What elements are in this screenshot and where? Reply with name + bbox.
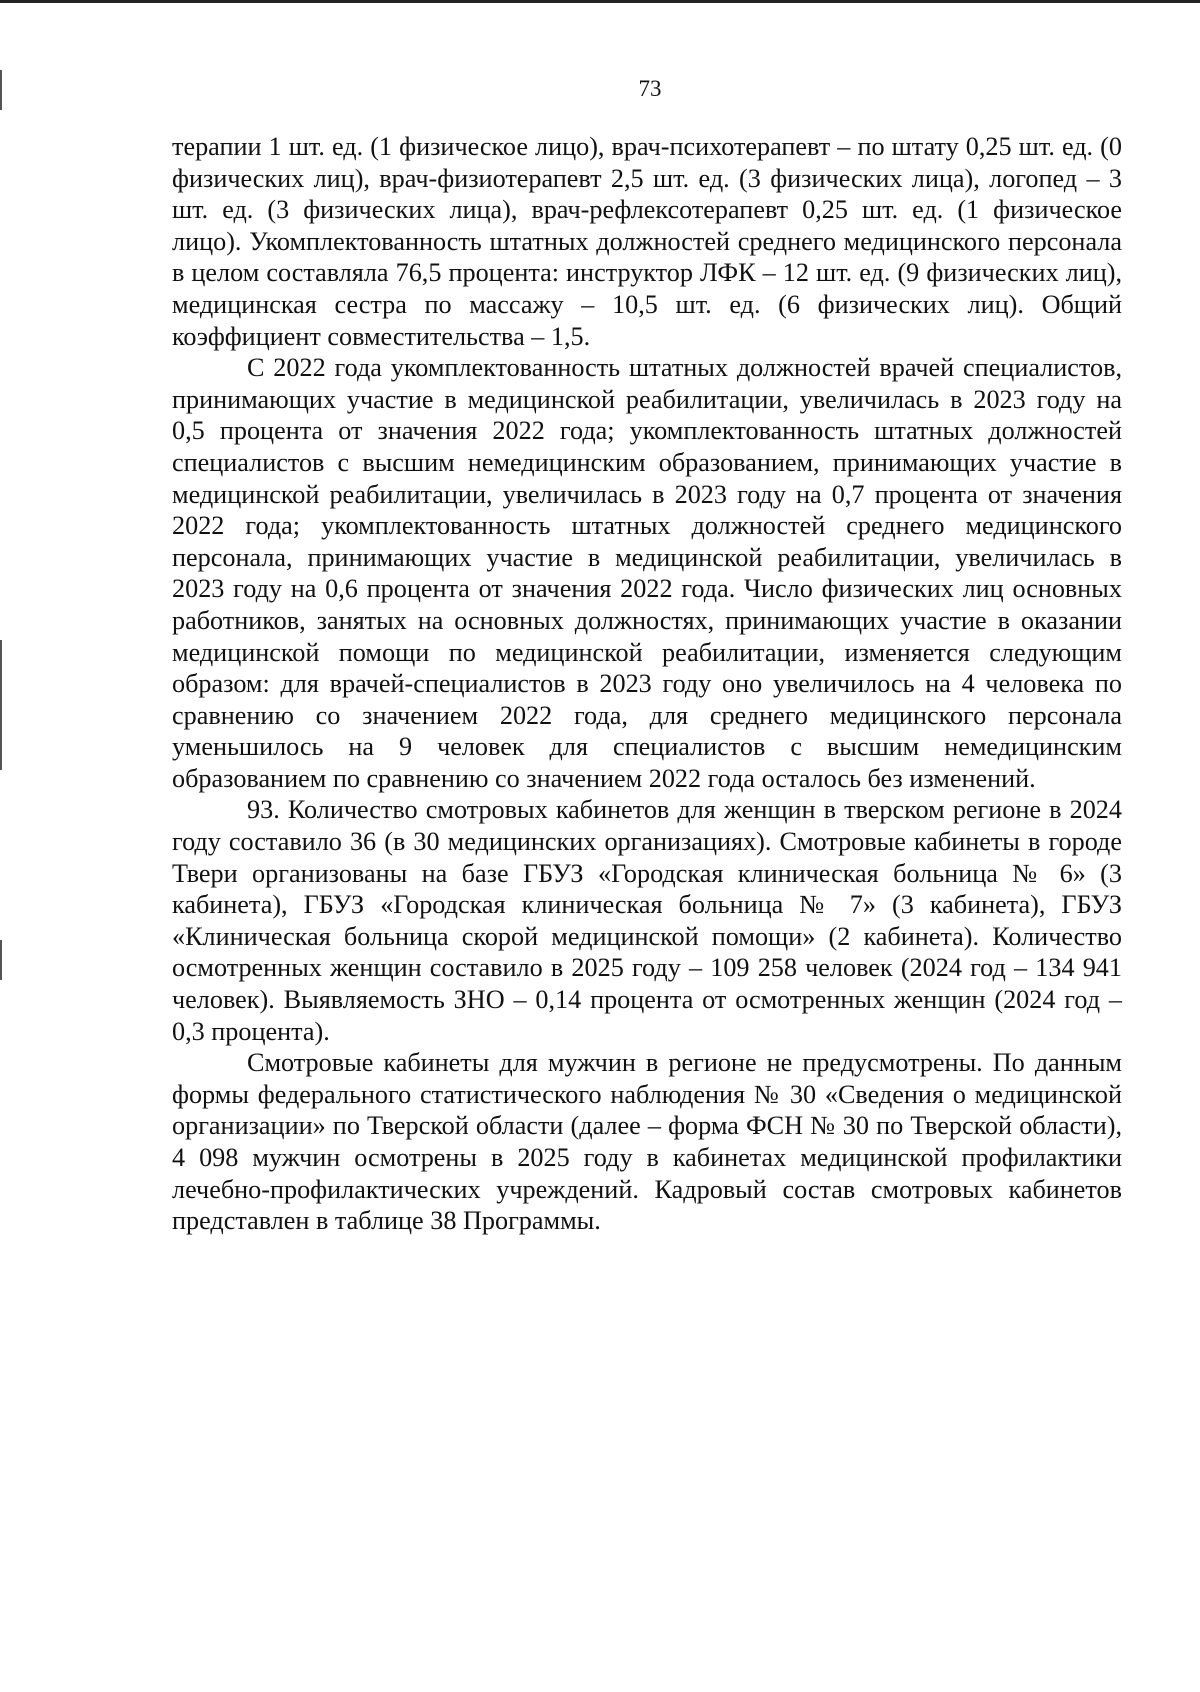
scan-edge-mark [0, 640, 2, 770]
paragraph: терапии 1 шт. ед. (1 физическое лицо), врач-психотерапевт – по штату 0,25 шт. ед. (0 физических лиц), врач-физиотерапевт 2,5 шт. ед. (3 физических лица), логопед – 3 шт. ед. (3 физических лица), врач-рефлексотерапевт 0,25 шт. ед. (1 физическое лицо). Укомплектованность штатных должностей среднего медицинского персонала в целом составляла 76,5 процента: инструктор ЛФК – 12 шт. ед. (9 физических лиц), медицинская сестра по массажу – 10,5 шт. ед. (6 физических лиц). Общий коэффициент совместительства – 1,5. [172, 132, 1122, 351]
page-number: 73 [638, 76, 662, 101]
scan-border [0, 0, 1200, 3]
scan-edge-mark [0, 940, 2, 980]
paragraph: 93. Количество смотровых кабинетов для женщин в тверском регионе в 2024 году составило 36 (в 30 медицинских организациях). Смотровые кабинеты в городе Твери организованы на базе ГБУЗ «Городская клиническая больница № 6» (3 кабинета), ГБУЗ «Городская клиническая больница № 7» (3 кабинета), ГБУЗ «Клиническая больница скорой медицинской помощи» (2 кабинета). Количество осмотренных женщин составило в 2025 году – 109 258 человек (2024 год – 134 941 человек). Выявляемость ЗНО – 0,14 процента от осмотренных женщин (2024 год – 0,3 процента). [172, 795, 1122, 1046]
document-body [172, 131, 1122, 1237]
paragraph: С 2022 года укомплектованность штатных должностей врачей специалистов, принимающих участие в медицинской реабилитации, увеличилась в 2023 году на 0,5 процента от значения 2022 года; укомплектованность штатных должностей специалистов с высшим немедицинским образованием, принимающих участие в медицинской реабилитации, увеличилась в 2023 году на 0,7 процента от значения 2022 года; укомплектованность штатных должностей среднего медицинского персонала, принимающих участие в медицинской реабилитации, увеличилась в 2023 году на 0,6 процента от значения 2022 года. Число физических лиц основных работников, занятых на основных должностях, принимающих участие в оказании медицинской помощи по медицинской реабилитации, изменяется следующим образом: для врачей-специалистов в 2023 году оно увеличилось на 4 человека по сравнению со значением 2022 года, для среднего медицинского персонала уменьшилось на 9 человек для специалистов с высшим немедицинским образованием по сравнению со значением 2022 года осталось без изменений. [172, 353, 1122, 793]
paragraph: Смотровые кабинеты для мужчин в регионе не предусмотрены. По данным формы федерального статистического наблюдения № 30 «Сведения о медицинской организации» по Тверской области (далее – форма ФСН № 30 по Тверской области), 4 098 мужчин осмотрены в 2025 году в кабинетах медицинской профилактики лечебно-профилактических учреждений. Кадровый состав смотровых кабинетов представлен в таблице 38 Программы. [172, 1048, 1122, 1236]
